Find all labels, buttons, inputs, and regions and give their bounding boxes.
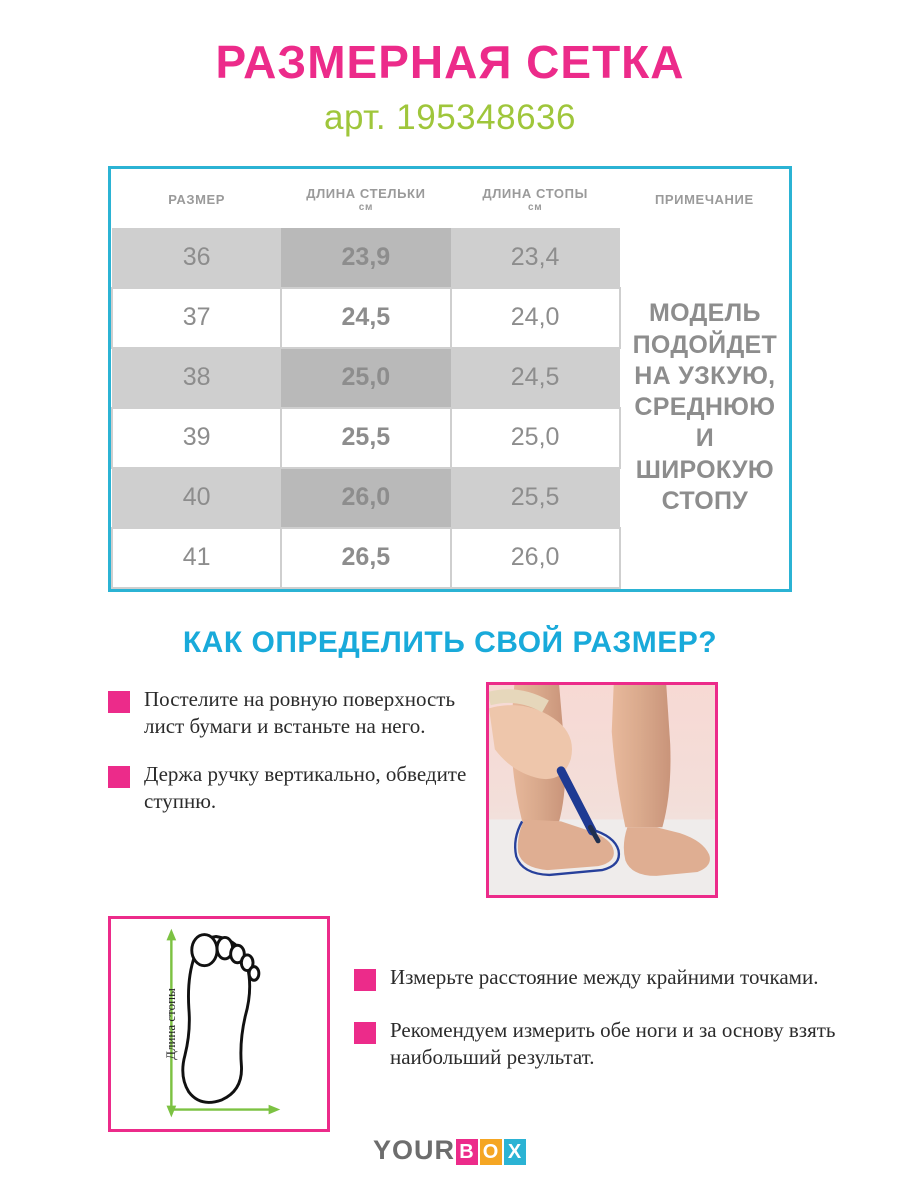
foot-tracing-photo [486,682,718,898]
cell-size: 40 [112,468,281,528]
brand-logo [0,1135,900,1166]
page-title: РАЗМЕРНАЯ СЕТКА [215,36,685,88]
howto-bottom-section [108,916,840,1132]
cell-foot: 26,0 [451,528,620,588]
cell-size: 38 [112,348,281,408]
logo-letter-b: B [456,1139,478,1165]
logo-text-your: YOUR [372,1135,455,1165]
column-header-size: РАЗМЕР [168,192,226,208]
cell-foot: 24,5 [451,348,620,408]
article-number: арт. 195348636 [324,98,576,138]
cell-insole: 26,5 [281,528,450,588]
column-header-note: ПРИМЕЧАНИЕ [654,192,754,208]
cell-size: 37 [112,288,281,348]
howto-title: КАК ОПРЕДЕЛИТЬ СВОЙ РАЗМЕР? [182,625,718,659]
size-table-container [108,166,792,591]
cell-foot: 25,0 [451,408,620,468]
cell-foot: 24,0 [451,288,620,348]
bullet-square-icon [108,766,130,788]
diagram-axis-label: Длина стопы [162,987,178,1060]
logo-letter-x: X [504,1139,526,1165]
howto-top-section [108,682,870,898]
bullet-square-icon [354,1022,376,1044]
column-unit-insole: см [358,202,373,214]
howto-steps-left [108,682,468,898]
cell-size: 39 [112,408,281,468]
page-header [0,0,900,138]
logo-letter-o: O [480,1139,502,1165]
cell-foot: 25,5 [451,468,620,528]
size-table [111,169,789,588]
column-header-insole-length: ДЛИНА СТЕЛЬКИ см [281,169,450,227]
foot-outline-diagram-svg [111,919,327,1129]
column-unit-foot: см [528,202,543,214]
list-item [108,761,468,815]
list-item [354,1017,840,1071]
bullet-square-icon [354,969,376,991]
table-header-row [112,169,789,227]
step-text: Измерьте расстояние между крайними точками. [390,964,819,989]
cell-size: 36 [112,228,281,288]
table-row [112,228,789,288]
list-item [108,686,468,740]
cell-size: 41 [112,528,281,588]
howto-steps-right [354,916,840,1132]
column-header-foot-length: ДЛИНА СТОПЫ см [451,169,620,227]
step-text: Держа ручку вертикально, обведите ступню. [144,762,467,814]
cell-note: МОДЕЛЬ ПОДОЙДЕТ НА УЗКУЮ, СРЕДНЮЮ И ШИРОКУЮ СТОПУ [632,299,778,515]
cell-insole: 25,5 [281,408,450,468]
cell-foot: 23,4 [451,228,620,288]
bullet-square-icon [108,691,130,713]
cell-insole: 23,9 [281,228,450,288]
cell-insole: 24,5 [281,288,450,348]
photo-illustration [489,685,715,895]
step-text: Постелите на ровную поверхность лист бумаги и встаньте на него. [144,686,456,738]
foot-length-diagram [108,916,330,1132]
list-item [354,964,840,991]
cell-insole: 26,0 [281,468,450,528]
step-text: Рекомендуем измерить обе ноги и за основу взять наибольший результат. [390,1017,836,1069]
cell-insole: 25,0 [281,348,450,408]
